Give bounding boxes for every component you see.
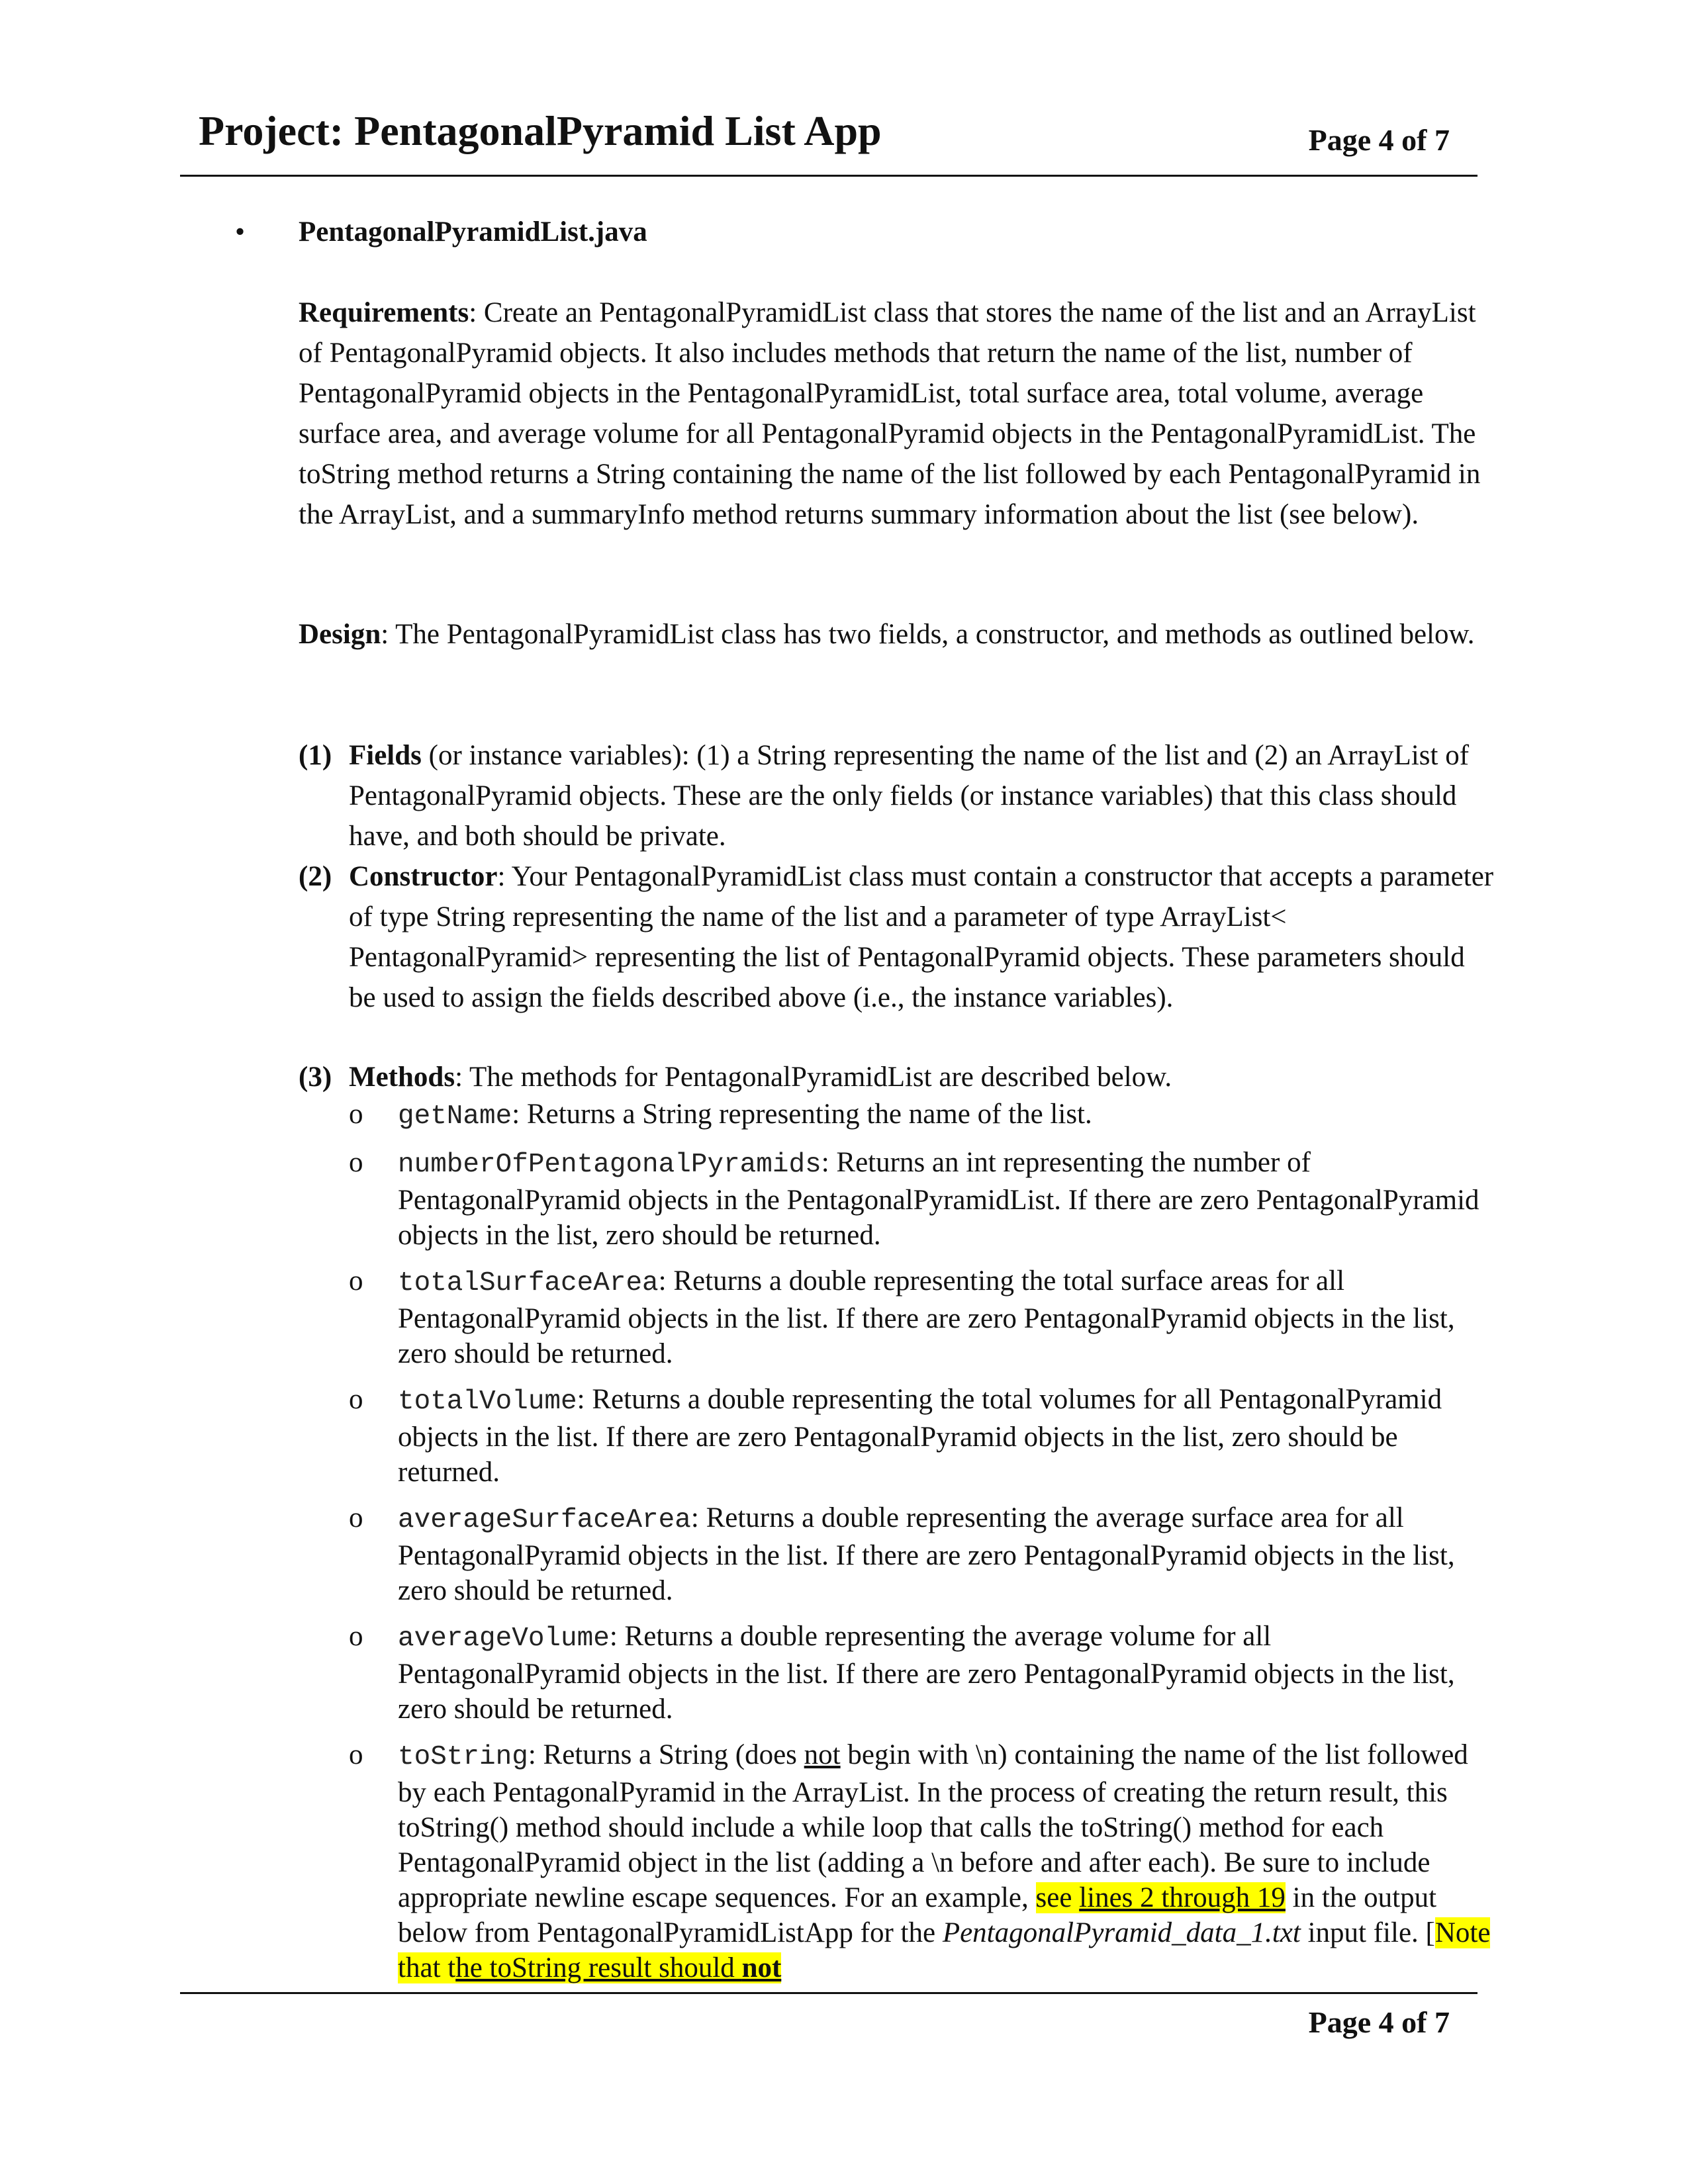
- file-name: PentagonalPyramidList.java: [299, 216, 647, 248]
- bullet-icon: •: [235, 216, 246, 248]
- item-number: (3): [299, 1062, 332, 1093]
- constructor-item: [299, 856, 1497, 1018]
- constructor-text: : Your PentagonalPyramidList class must contain a constructor that accepts a parameter of type String representing the name of the list and a parameter of type ArrayList< PentagonalPyramid> representing the list of PentagonalPyramid objects. These parameters should be used to assign the fields described above (i.e., the instance variables).: [349, 861, 1494, 1013]
- method-description: in the output below from PentagonalPyramidListApp for the: [398, 1882, 1437, 1948]
- method-name: totalVolume: [398, 1387, 577, 1417]
- list-marker: o: [349, 1739, 363, 1770]
- method-item: [349, 1097, 1494, 1134]
- design-text: : The PentagonalPyramidList class has two fields, a constructor, and methods as outlined below.: [381, 619, 1475, 650]
- highlight-lines-reference: lines 2 through 19: [1079, 1882, 1286, 1913]
- method-description: : Returns a double representing the average surface area for all PentagonalPyramid objects in the list. If there are zero PentagonalPyramid objects in the list, zero should be returned.: [398, 1502, 1455, 1606]
- header-divider: [180, 175, 1477, 177]
- item-number: (1): [299, 740, 332, 771]
- methods-item: [299, 1057, 1497, 1097]
- method-name: getName: [398, 1101, 512, 1132]
- list-marker: o: [349, 1265, 363, 1297]
- method-description: : Returns a double representing the total surface areas for all PentagonalPyramid objects in the list. If there are zero PentagonalPyramid objects in the list, zero should be returned.: [398, 1265, 1455, 1369]
- method-description: : Returns a double representing the total volumes for all PentagonalPyramid objects in the list. If there are zero PentagonalPyramid objects in the list, zero should be returned.: [398, 1384, 1442, 1488]
- method-item-tostring: [349, 1737, 1494, 1985]
- data-file-name: PentagonalPyramid_data_1.txt: [942, 1917, 1301, 1948]
- footer-page-number: Page 4 of 7: [1308, 2005, 1450, 2039]
- highlight-note-not: not: [741, 1952, 782, 1983]
- design-label: Design: [299, 619, 381, 650]
- method-item: [349, 1382, 1494, 1490]
- fields-label: Fields: [349, 740, 422, 771]
- method-item: [349, 1500, 1494, 1608]
- list-marker: o: [349, 1502, 363, 1533]
- methods-text: : The methods for PentagonalPyramidList are described below.: [455, 1062, 1172, 1093]
- method-item: [349, 1619, 1494, 1727]
- highlight-note: Note that t: [398, 1917, 1491, 1983]
- fields-text: (or instance variables): (1) a String representing the name of the list and (2) an ArrayList of PentagonalPyramid objects. These are the only fields (or instance variables) that this class should have, and both should be private.: [349, 740, 1470, 852]
- page-title: Project: PentagonalPyramid List App: [199, 107, 882, 154]
- header-page-number: Page 4 of 7: [1308, 123, 1450, 157]
- requirements-paragraph: [299, 293, 1490, 535]
- highlight-note-underlined: he toString result should: [455, 1952, 742, 1983]
- method-name: numberOfPentagonalPyramids: [398, 1150, 821, 1180]
- list-marker: o: [349, 1147, 363, 1178]
- method-name: averageVolume: [398, 1623, 610, 1654]
- method-description: input file. [: [1300, 1917, 1435, 1948]
- list-marker: o: [349, 1384, 363, 1415]
- methods-label: Methods: [349, 1062, 455, 1093]
- requirements-label: Requirements: [299, 297, 469, 328]
- design-paragraph: [299, 614, 1490, 655]
- method-description: : Returns a double representing the average volume for all PentagonalPyramid objects in the list. If there are zero PentagonalPyramid objects in the list, zero should be returned.: [398, 1621, 1455, 1725]
- footer-divider: [180, 1992, 1477, 1994]
- emphasis-not: not: [804, 1739, 841, 1770]
- method-name: toString: [398, 1742, 528, 1772]
- method-name: totalSurfaceArea: [398, 1268, 659, 1298]
- constructor-label: Constructor: [349, 861, 498, 892]
- method-name: averageSurfaceArea: [398, 1505, 691, 1535]
- method-description: begin with \n) containing the name of the list followed by each PentagonalPyramid in the ArrayList. In the process of creating the return result, this toString() method should include a while loop that calls the toString() method for each PentagonalPyramid object in the list (adding a \n before and after each). Be sure to include appropriate newline escape sequences. For an example,: [398, 1739, 1468, 1913]
- method-item: [349, 1263, 1494, 1371]
- requirements-text: : Create an PentagonalPyramidList class that stores the name of the list and an ArrayList of PentagonalPyramid objects. It also includes methods that return the name of the list, number of PentagonalPyramid objects in the PentagonalPyramidList, total surface area, total volume, average surface area, and average volume for all PentagonalPyramid objects in the PentagonalPyramidList. The toString method returns a String containing the name of the list followed by each PentagonalPyramid in the ArrayList, and a summaryInfo method returns summary information about the list (see below).: [299, 297, 1481, 530]
- highlight-see: see: [1035, 1882, 1080, 1913]
- method-description: : Returns an int representing the number of PentagonalPyramid objects in the PentagonalPyramidList. If there are zero PentagonalPyramid objects in the list, zero should be returned.: [398, 1147, 1479, 1251]
- fields-item: [299, 735, 1497, 856]
- item-number: (2): [299, 861, 332, 892]
- method-description: : Returns a String representing the name of the list.: [512, 1099, 1092, 1130]
- method-item: [349, 1145, 1494, 1253]
- list-marker: o: [349, 1621, 363, 1652]
- list-marker: o: [349, 1099, 363, 1130]
- method-description: : Returns a String (does: [528, 1739, 804, 1770]
